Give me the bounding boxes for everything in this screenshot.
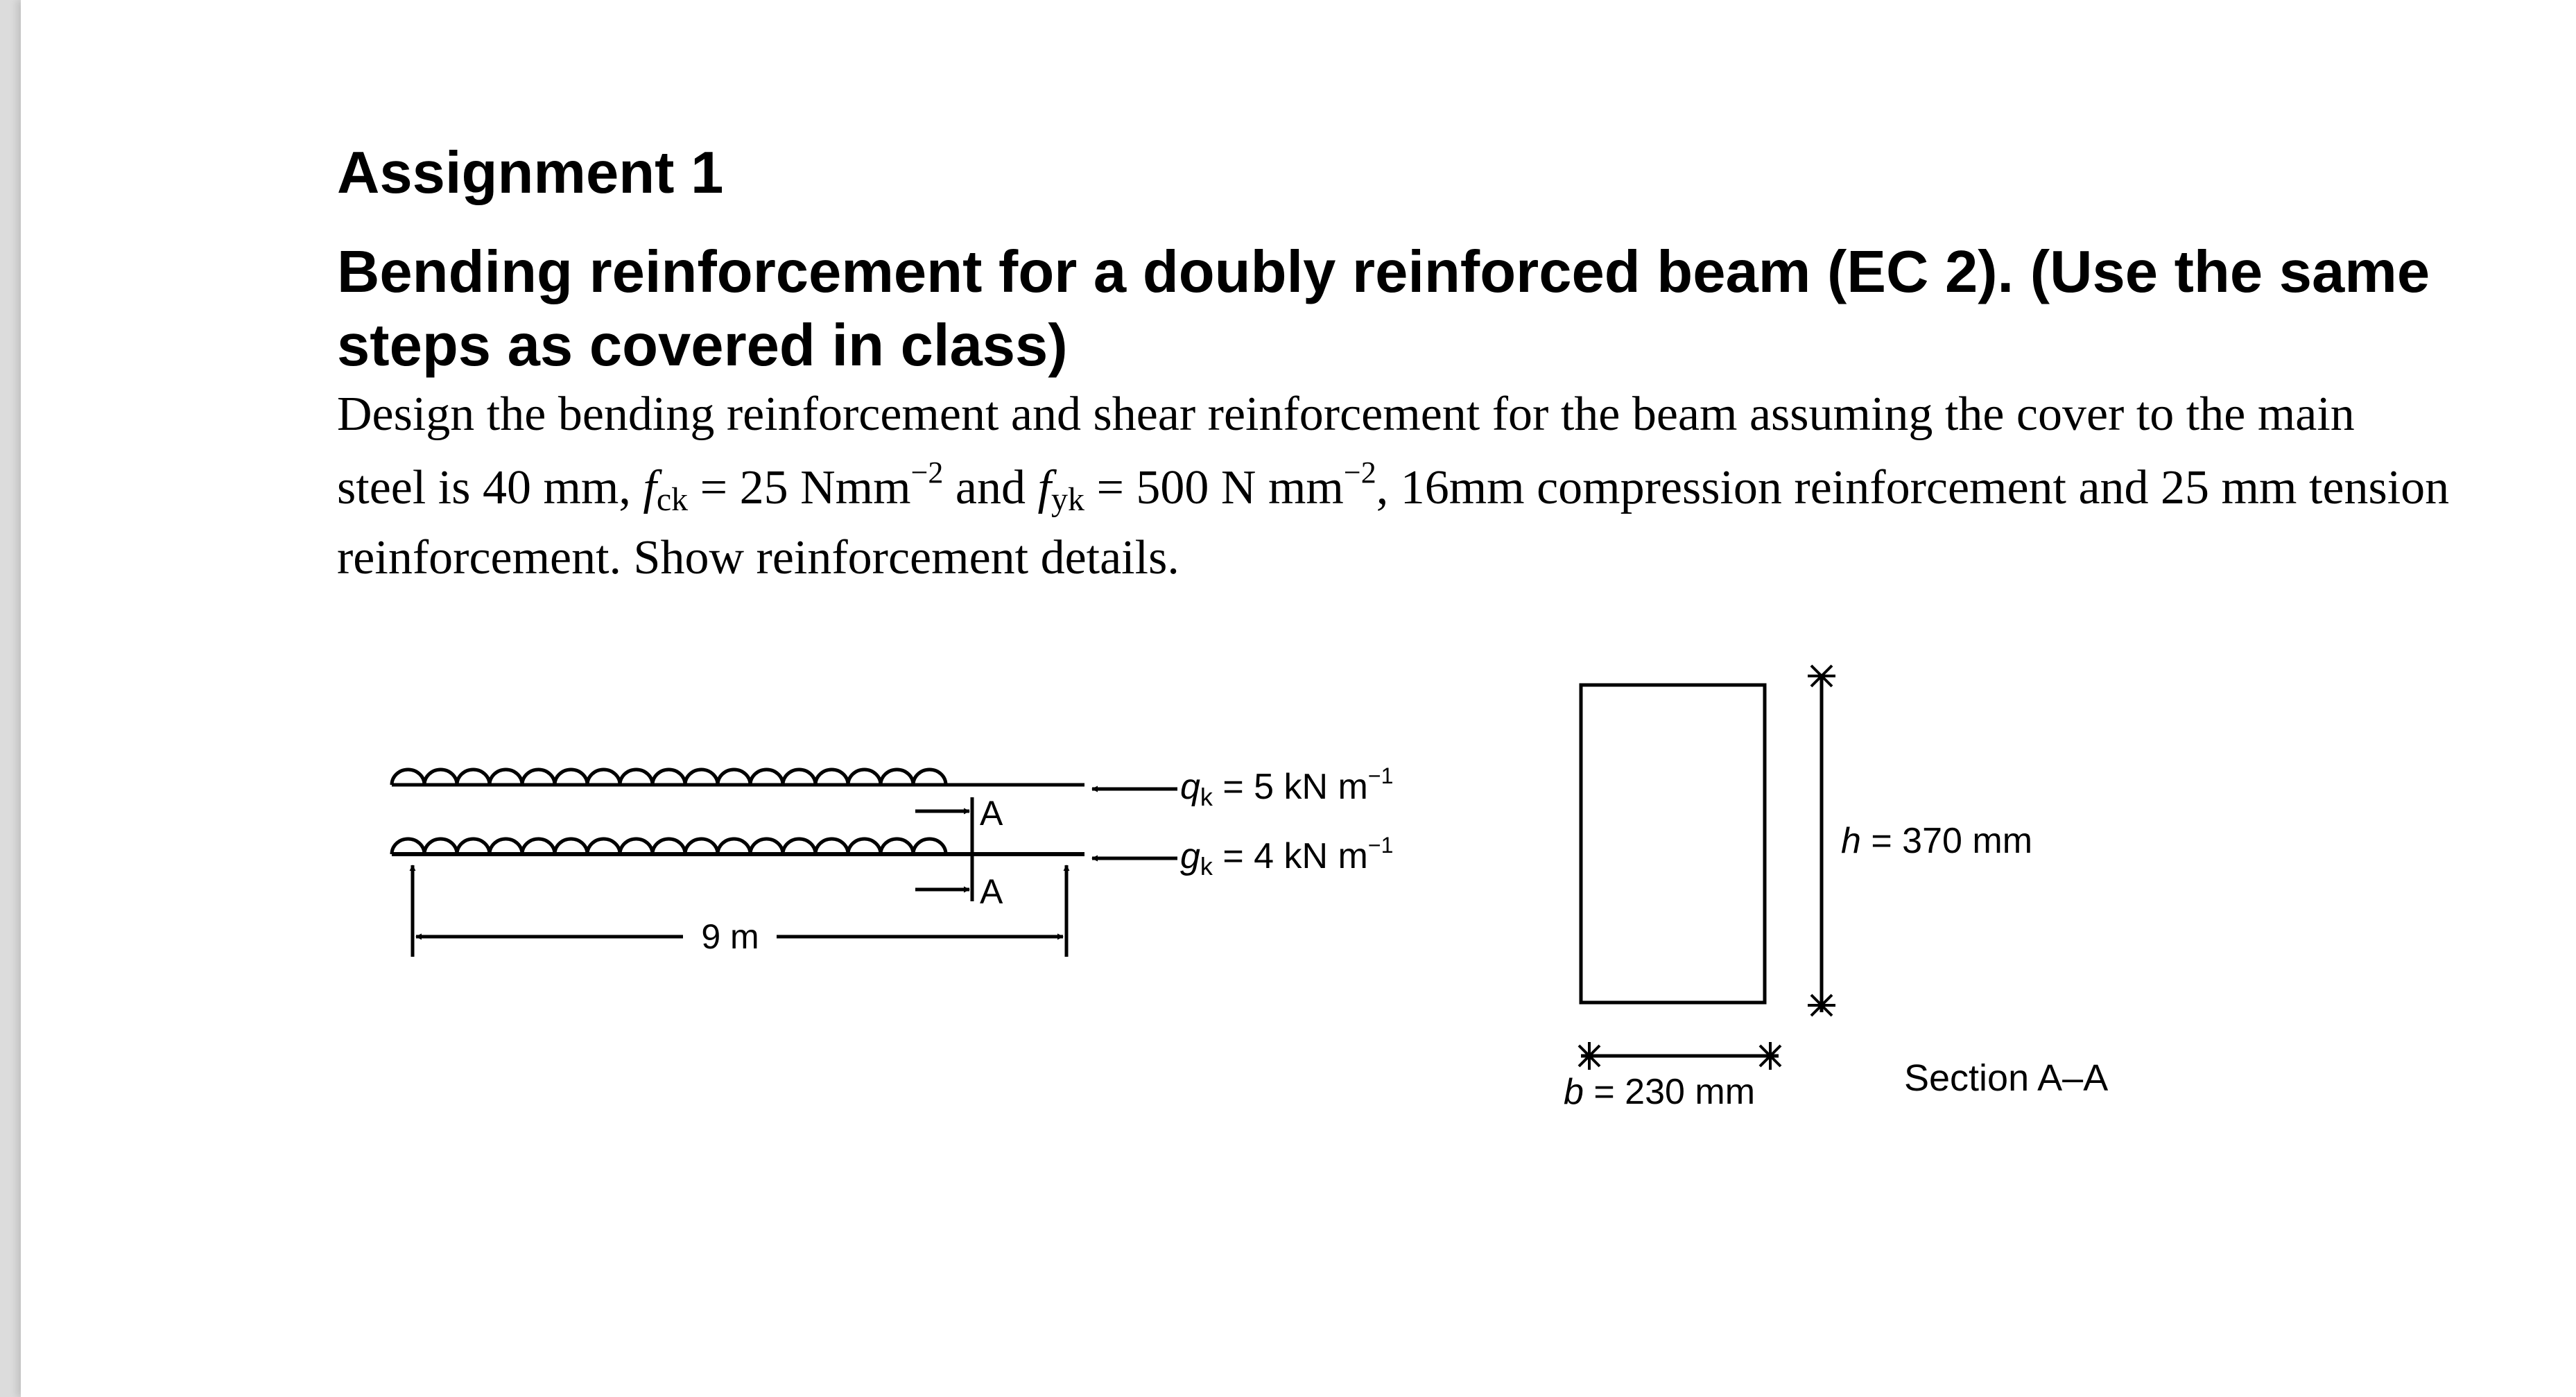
gk-exponent: −1 [1367, 833, 1394, 858]
gk-symbol: g [1180, 836, 1200, 876]
section-mark-label-bottom: A [980, 872, 1003, 911]
fck-subscript: ck [656, 481, 689, 518]
gk-subscript: k [1200, 852, 1213, 880]
qk-label [1180, 763, 1393, 811]
and-text: and [943, 461, 1038, 514]
qk-symbol: q [1180, 767, 1200, 807]
fyk-value: = 500 N mm [1084, 461, 1344, 514]
width-symbol: b [1564, 1072, 1584, 1112]
height-symbol: h [1841, 821, 1861, 861]
document-page [21, 0, 2576, 1397]
permanent-load-loops [392, 839, 946, 854]
description-part2: , 16mm compression reinforcement and 25 mm tension reinforcement. Show reinforcement details. [337, 461, 2450, 584]
section-mark-label-top: A [980, 794, 1003, 833]
fyk-exponent: −2 [1343, 455, 1376, 489]
fck-exponent: −2 [910, 455, 944, 489]
imposed-load-loops [392, 770, 946, 785]
problem-title: Bending reinforcement for a doubly reinforced beam (EC 2). (Use the same steps as covered in class) [337, 239, 2430, 379]
fck-symbol: f [643, 461, 657, 514]
assignment-title: Assignment 1 [337, 140, 724, 206]
beam-cross-section [1581, 685, 1765, 1003]
height-label [1841, 821, 2032, 861]
gk-label [1180, 833, 1393, 880]
description-part1: Design the bending reinforcement and shear reinforcement for the beam assuming the cover to the main steel is 40 mm, [337, 388, 2355, 514]
fyk-subscript: yk [1051, 481, 1084, 518]
width-label [1564, 1072, 1755, 1112]
fck-value: = 25 Nmm [688, 461, 911, 514]
width-value: = 230 mm [1583, 1072, 1756, 1112]
qk-subscript: k [1200, 783, 1213, 811]
qk-exponent: −1 [1367, 763, 1394, 788]
span-label: 9 m [701, 917, 759, 956]
qk-value: = 5 kN m [1212, 767, 1368, 807]
gk-value: = 4 kN m [1212, 836, 1368, 876]
fyk-symbol: f [1037, 461, 1051, 514]
beam-diagram [21, 0, 2576, 1397]
section-caption: Section A–A [1904, 1057, 2109, 1099]
height-value: = 370 mm [1860, 821, 2033, 861]
